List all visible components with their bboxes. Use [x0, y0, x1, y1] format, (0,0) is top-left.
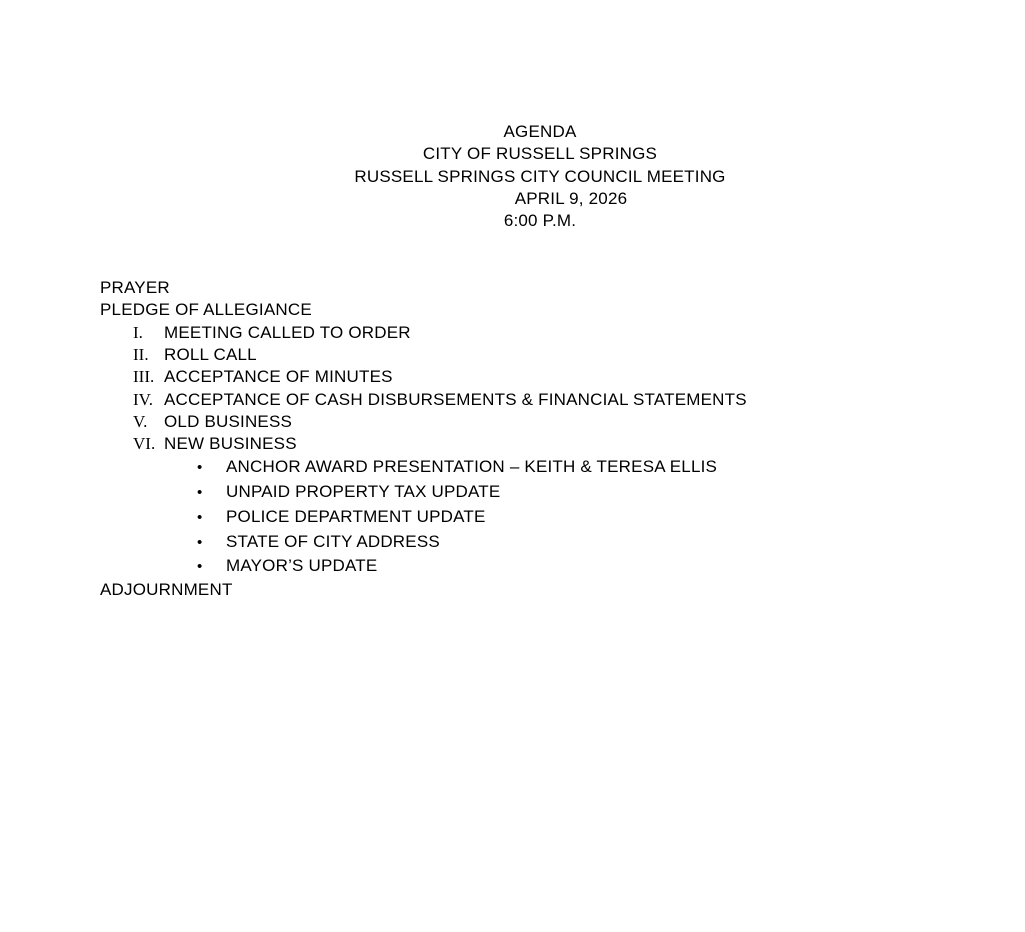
agenda-item-new-business: [100, 433, 980, 455]
organization-name: CITY OF RUSSELL SPRINGS: [422, 144, 658, 164]
bullet-icon: •: [197, 533, 203, 551]
list-item-label: NEW BUSINESS: [164, 434, 297, 454]
agenda-item-meeting-called-to-order: [100, 322, 980, 344]
preamble-item-pledge: PLEDGE OF ALLEGIANCE: [100, 300, 312, 320]
list-numeral: V.: [133, 411, 148, 431]
agenda-item-acceptance-of-minutes: [100, 366, 980, 388]
bullet-item-label: POLICE DEPARTMENT UPDATE: [226, 506, 486, 526]
meeting-date: APRIL 9, 2026: [514, 188, 628, 208]
bullet-icon: •: [197, 558, 203, 576]
bullet-icon: •: [197, 508, 203, 526]
preamble-item-prayer: PRAYER: [100, 278, 170, 298]
bullet-item-label: UNPAID PROPERTY TAX UPDATE: [226, 482, 501, 502]
agenda-item-old-business: [100, 411, 980, 433]
closing-item-adjournment: ADJOURNMENT: [100, 579, 233, 599]
meeting-time: 6:00 P.M.: [503, 211, 577, 231]
new-business-bullet-list: [100, 455, 980, 579]
list-numeral: VI.: [133, 434, 156, 454]
bullet-item-police-department: [100, 505, 980, 530]
bullet-item-state-of-city: [100, 530, 980, 555]
blank-spacer: [100, 232, 980, 277]
agenda-item-roll-call: [100, 344, 980, 366]
list-numeral: II.: [133, 344, 149, 364]
bullet-item-label: STATE OF CITY ADDRESS: [226, 531, 440, 551]
document-title: AGENDA: [503, 122, 577, 141]
bullet-icon: •: [197, 459, 203, 477]
bullet-item-label: ANCHOR AWARD PRESENTATION – KEITH & TERESA ELLIS: [226, 457, 718, 477]
list-numeral: IV.: [133, 389, 153, 409]
agenda-roman-list: [100, 322, 980, 456]
agenda-item-acceptance-of-cash-disbursements: [100, 389, 980, 411]
document-content: [100, 121, 980, 601]
meeting-name: RUSSELL SPRINGS CITY COUNCIL MEETING: [354, 166, 726, 186]
bullet-item-mayors-update: [100, 554, 980, 579]
list-item-label: ROLL CALL: [164, 344, 257, 364]
bullet-item-label: MAYOR’S UPDATE: [226, 556, 378, 576]
list-item-label: ACCEPTANCE OF MINUTES: [164, 367, 393, 387]
list-item-label: ACCEPTANCE OF CASH DISBURSEMENTS & FINANCIAL STATEMENTS: [164, 389, 747, 409]
document-header: [100, 121, 980, 232]
list-item-label: OLD BUSINESS: [164, 411, 293, 431]
bullet-item-unpaid-property-tax: [100, 480, 980, 505]
bullet-item-anchor-award: [100, 455, 980, 480]
list-item-label: MEETING CALLED TO ORDER: [164, 322, 411, 342]
list-numeral: I.: [133, 322, 143, 342]
bullet-icon: •: [197, 484, 203, 502]
list-numeral: III.: [133, 367, 155, 387]
